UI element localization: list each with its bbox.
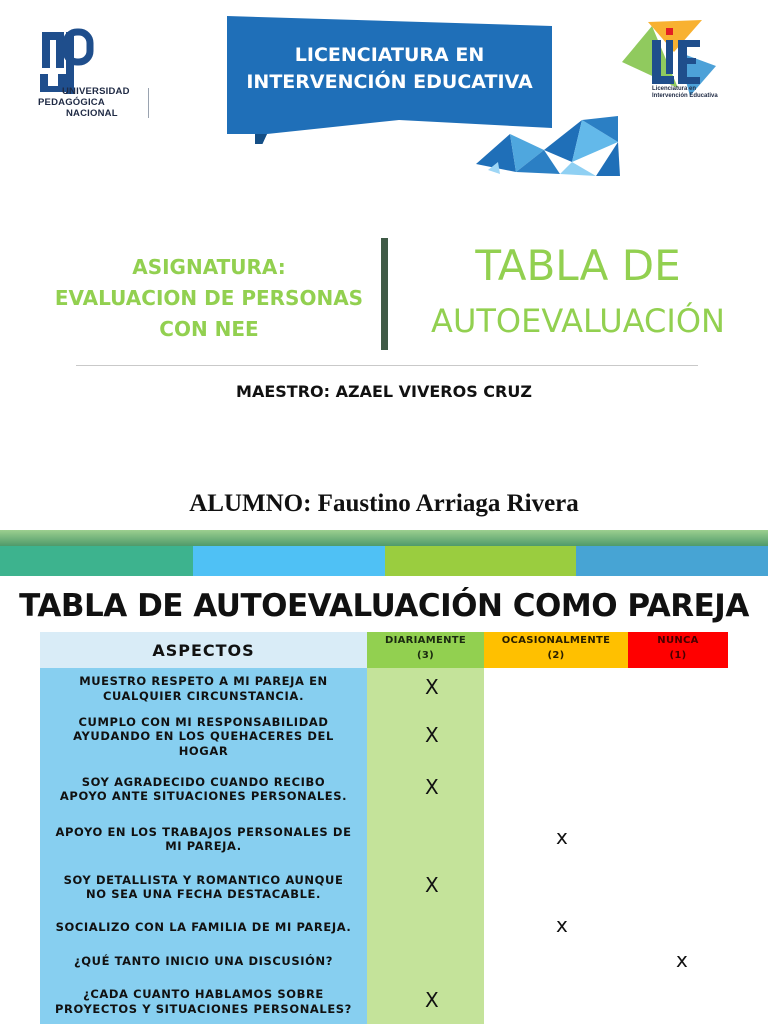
cover-title-line1: TABLA DE [475,241,681,290]
color-stripe [0,546,768,576]
aspect-text [64,873,344,902]
diariamente-column [367,668,484,1024]
rating-mark-diariamente: X [425,674,439,699]
horizontal-divider [76,365,698,366]
aspect-text [79,674,328,703]
upn-logo: UNIVERSIDAD PEDAGÓGICA NACIONAL [36,28,152,124]
table-title: TABLA DE AUTOEVALUACIÓN COMO PAREJA [19,588,749,624]
aspect-text [74,954,333,969]
aspect-text-line: APOYO EN LOS TRABAJOS PERSONALES DE [55,824,352,839]
aspect-cell [40,979,367,1024]
aspect-cell [40,764,367,814]
teacher-name: MAESTRO: AZAEL VIVEROS CRUZ [236,382,532,401]
aspect-text-line: SOY DETALLISTA Y ROMANTICO AUNQUE [63,872,344,887]
aspect-text [55,987,352,1016]
aspect-text-line: ¿CADA CUANTO HABLAMOS SOBRE [83,987,324,1001]
aspect-text-line: CUALQUIER CIRCUNSTANCIA. [102,688,305,703]
aspect-text-line: MUESTRO RESPETO A MI PAREJA EN [79,674,328,688]
aspect-cell [40,944,367,979]
aspect-text-line: ¿QUÉ TANTO INICIO UNA DISCUSIÓN? [73,954,333,969]
stripe-segment [385,546,576,576]
aspect-text-line: CUMPLO CON MI RESPONSABILIDAD [78,714,329,729]
decorative-triangles-icon [470,112,622,178]
header-ocasionalmente: OCASIONALMENTE (2) [484,632,628,668]
aspect-cell [40,709,367,764]
stripe-segment [576,546,768,576]
rating-mark-ocasionalmente: x [556,825,568,849]
header-diariamente: DIARIAMENTE (3) [367,632,484,668]
student-name: ALUMNO: Faustino Arriaga Rivera [189,490,579,517]
aspect-text-line: HOGAR [178,743,229,758]
vertical-divider [381,238,388,350]
aspect-text [56,920,352,935]
stripe-segment [193,546,385,576]
header-nunca: NUNCA (1) [628,632,728,668]
aspect-text-line: APOYO ANTE SITUACIONES PERSONALES. [59,789,348,803]
aspect-text [60,775,347,804]
stripe-segment [0,546,193,576]
cover-title-line2: AUTOEVALUACIÓN [431,302,725,340]
rating-mark-diariamente: X [425,722,439,747]
upn-logo-mark-icon [36,28,96,94]
rating-mark-diariamente: X [425,775,439,799]
aspect-text [55,825,351,854]
aspect-cell [40,814,367,864]
aspect-text [73,715,334,759]
header-aspects: ASPECTOS [40,632,367,668]
aspect-text-line: AYUDANDO EN LOS QUEHACERES DEL [73,729,334,744]
rating-mark-diariamente: X [425,987,439,1012]
program-title: LICENCIATURA EN INTERVENCIÓN EDUCATIVA [246,44,533,93]
aspect-text-line: SOY AGRADECIDO CUANDO RECIBO [81,774,326,789]
rating-mark-diariamente: X [425,873,439,897]
aspect-text-line: MI PAREJA. [165,839,242,853]
aspect-cell [40,864,367,910]
subject-block: ASIGNATURA: EVALUACION DE PERSONAS CON NEE [54,255,364,341]
rating-mark-nunca: x [676,947,688,972]
aspect-cell [40,910,367,944]
aspect-text-line: PROYECTOS Y SITUACIONES PERSONALES? [55,1001,352,1016]
green-footer-stripe [0,530,768,546]
aspect-text-line: SOCIALIZO CON LA FAMILIA DE MI PAREJA. [55,919,352,934]
aspect-text-line: NO SEA UNA FECHA DESTACABLE. [85,887,321,901]
logo-divider [148,88,149,118]
lie-logo-caption: Licenciatura en Intervención Educativa [652,86,718,99]
rating-mark-ocasionalmente: x [556,913,568,937]
aspect-cell [40,668,367,709]
